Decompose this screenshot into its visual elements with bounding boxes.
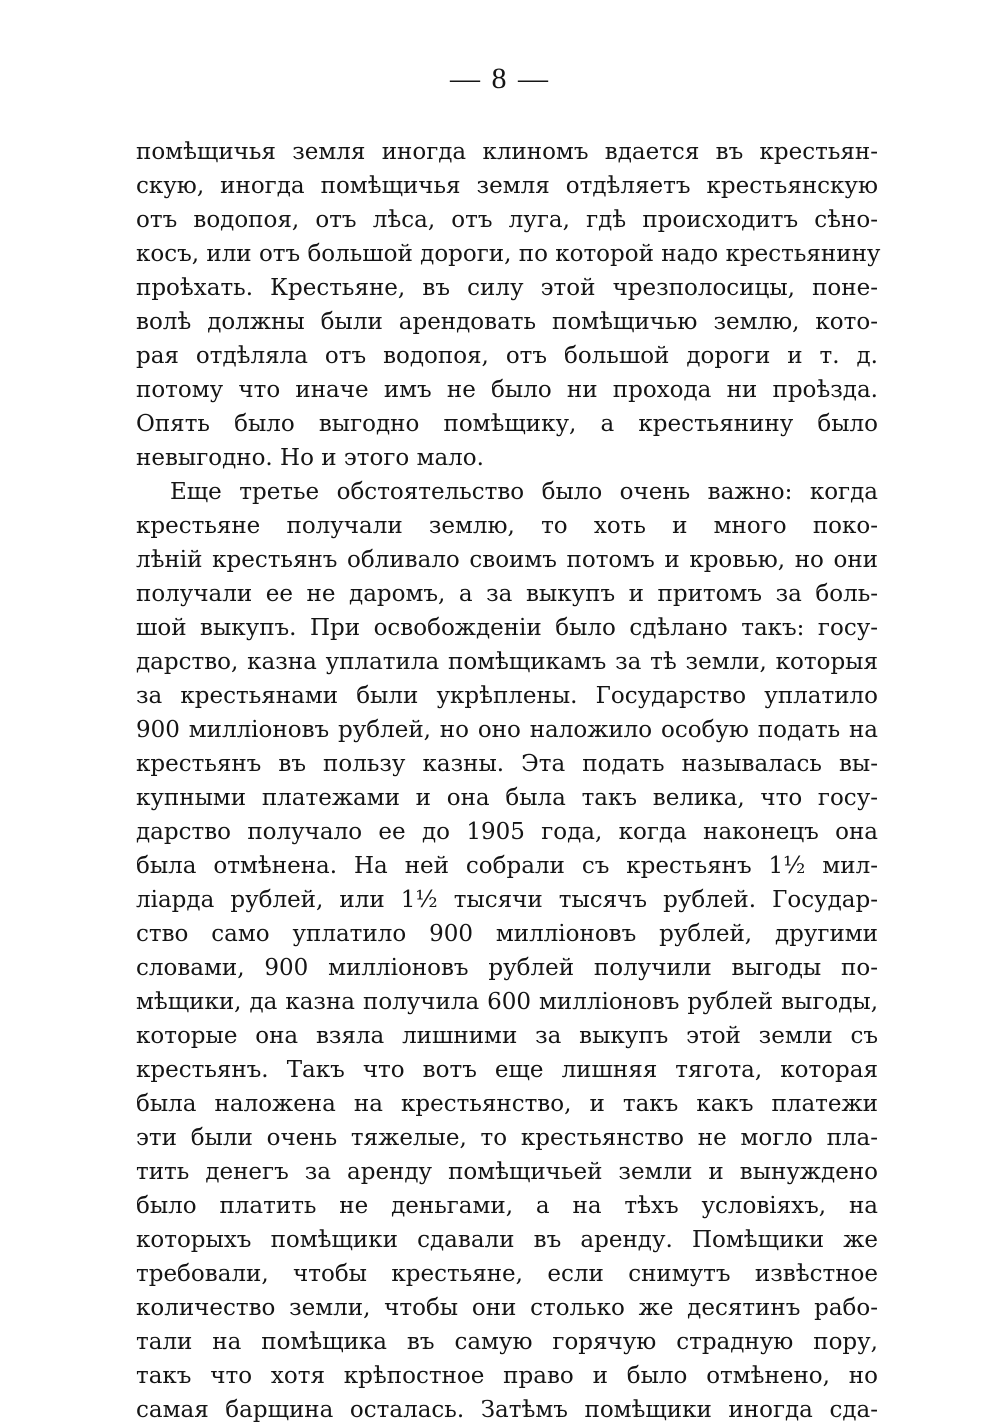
text-line: количество земли, чтобы они столько же десятинъ рабо- — [136, 1295, 878, 1321]
text-line: Опять было выгодно помѣщику, а крестьянину было — [136, 411, 878, 437]
text-line: которые она взяла лишними за выкупъ этой земли съ — [136, 1023, 878, 1049]
text-line: словами, 900 милліоновъ рублей получили выгоды по- — [136, 955, 878, 981]
text-line: была отмѣнена. На ней собрали съ крестьянъ 1½ мил- — [136, 853, 878, 879]
text-line: 900 милліоновъ рублей, но оно наложило особую подать на — [136, 717, 878, 743]
text-line: была наложена на крестьянство, и такъ какъ платежи — [136, 1091, 878, 1117]
text-line: ство само уплатило 900 милліоновъ рублей, другими — [136, 921, 878, 947]
text-line: тить денегъ за аренду помѣщичьей земли и вынуждено — [136, 1159, 878, 1185]
text-line: ліарда рублей, или 1½ тысячи тысячъ рублей. Государ- — [136, 887, 878, 913]
text-line: крестьянъ. Такъ что вотъ еще лишняя тягота, которая — [136, 1057, 878, 1083]
text-line: скую, иногда помѣщичья земля отдѣляетъ крестьянскую — [136, 173, 878, 199]
body-text — [136, 135, 881, 1427]
text-line: рая отдѣляла отъ водопоя, отъ большой дороги и т. д. — [136, 343, 878, 369]
text-line: потому что иначе имъ не было ни прохода ни проѣзда. — [136, 377, 878, 403]
text-line: эти были очень тяжелые, то крестьянство не могло пла- — [136, 1125, 878, 1151]
text-line: косъ, или отъ большой дороги, по которой надо крестьянину — [136, 241, 881, 267]
text-line: дарство получало ее до 1905 года, когда наконецъ она — [136, 819, 878, 845]
text-line: было платить не деньгами, а на тѣхъ условіяхъ, на — [136, 1193, 878, 1219]
text-line: крестьяне получали землю, то хоть и много поко- — [136, 513, 878, 539]
text-line: требовали, чтобы крестьяне, если снимутъ извѣстное — [136, 1261, 878, 1287]
text-line: волѣ должны были арендовать помѣщичью землю, кото- — [136, 309, 878, 335]
text-line: самая барщина осталась. Затѣмъ помѣщики иногда сда- — [136, 1397, 878, 1423]
text-line: тали на помѣщика въ самую горячую страдную пору, — [136, 1329, 878, 1355]
paragraph — [136, 135, 881, 475]
text-line: Еще третье обстоятельство было очень важно: когда — [170, 479, 878, 505]
text-line: помѣщичья земля иногда клиномъ вдается въ крестьян- — [136, 139, 878, 165]
text-line: получали ее не даромъ, а за выкупъ и притомъ за боль- — [136, 581, 878, 607]
text-line: которыхъ помѣщики сдавали въ аренду. Помѣщики же — [136, 1227, 878, 1253]
text-line: мѣщики, да казна получила 600 милліоновъ рублей выгоды, — [136, 989, 878, 1015]
text-line: шой выкупъ. При освобожденіи было сдѣлано такъ: госу- — [136, 615, 878, 641]
text-line: купными платежами и она была такъ велика, что госу- — [136, 785, 878, 811]
text-line: дарство, казна уплатила помѣщикамъ за тѣ земли, которыя — [136, 649, 878, 675]
text-line: такъ что хотя крѣпостное право и было отмѣнено, но — [136, 1363, 878, 1389]
text-line: лѣній крестьянъ обливало своимъ потомъ и кровью, но они — [136, 547, 878, 573]
text-line: проѣхать. Крестьяне, въ силу этой чрезполосицы, поне- — [136, 275, 878, 301]
paragraph — [136, 475, 878, 1427]
text-line: крестьянъ въ пользу казны. Эта подать называлась вы- — [136, 751, 878, 777]
text-line: за крестьянами были укрѣплены. Государство уплатило — [136, 683, 878, 709]
page-number: — 8 — — [450, 62, 550, 95]
text-line: невыгодно. Но и этого мало. — [136, 445, 484, 471]
text-line: отъ водопоя, отъ лѣса, отъ луга, гдѣ происходитъ сѣно- — [136, 207, 878, 233]
